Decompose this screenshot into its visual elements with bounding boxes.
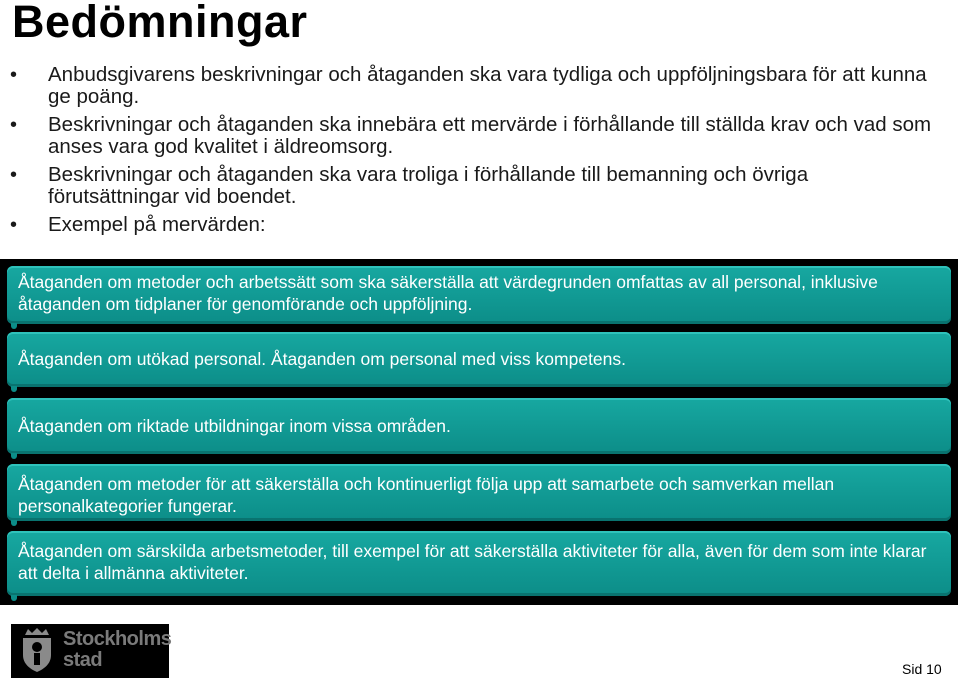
- slide-title: Bedömningar: [12, 0, 308, 47]
- example-bar: [7, 398, 951, 454]
- bar-notch: [11, 520, 17, 526]
- example-text: Åtaganden om metoder för att säkerställa och kontinuerligt följa upp att samarbete och samverkan mellan personalkategorier fungerar.: [18, 474, 835, 516]
- example-text: Åtaganden om metoder och arbetssätt som ska säkerställa att värdegrunden omfattas av all personal, inklusive åtaganden om tidplaner för genomförande och uppföljning.: [18, 272, 878, 314]
- example-bar: [7, 266, 951, 324]
- example-bar: [7, 464, 951, 521]
- stockholms-stad-logo: [11, 624, 172, 678]
- example-text: Åtaganden om riktade utbildningar inom vissa områden.: [18, 416, 451, 436]
- bar-notch: [11, 453, 17, 459]
- example-bar: [7, 531, 951, 596]
- bar-notch: [11, 323, 17, 329]
- bullet-item: • Beskrivningar och åtaganden ska innebära ett mervärde i förhållande till ställda krav och vad som anses vara god kvalitet i äldreomsorg.: [10, 113, 932, 158]
- bar-notch: [11, 595, 17, 601]
- bullet-dot-icon: •: [10, 114, 18, 136]
- bullet-item: • Beskrivningar och åtaganden ska vara troliga i förhållande till bemanning och övriga förutsättningar vid boendet.: [10, 163, 809, 208]
- bullet-dot-icon: •: [10, 164, 18, 186]
- bullet-item: • Exempel på mervärden:: [10, 213, 266, 236]
- bullet-dot-icon: •: [10, 214, 18, 236]
- bar-notch: [11, 386, 17, 392]
- logo-text: Stockholms stad: [63, 628, 172, 671]
- example-text: Åtaganden om utökad personal. Åtaganden om personal med viss kompetens.: [18, 349, 627, 369]
- examples-panel: [0, 259, 958, 605]
- bullet-item: • Anbudsgivarens beskrivningar och åtaganden ska vara tydliga och uppföljningsbara för att kunna ge poäng.: [10, 63, 927, 108]
- page-number: Sid 10: [902, 661, 942, 677]
- example-text: Åtaganden om särskilda arbetsmetoder, till exempel för att säkerställa aktiviteter för alla, även för dem som inte klarar att delta i allmänna aktiviteter.: [18, 541, 927, 583]
- crown-shield-icon: [19, 627, 55, 673]
- bullet-list: [0, 64, 940, 242]
- example-bar: [7, 332, 951, 387]
- bullet-dot-icon: •: [10, 64, 18, 86]
